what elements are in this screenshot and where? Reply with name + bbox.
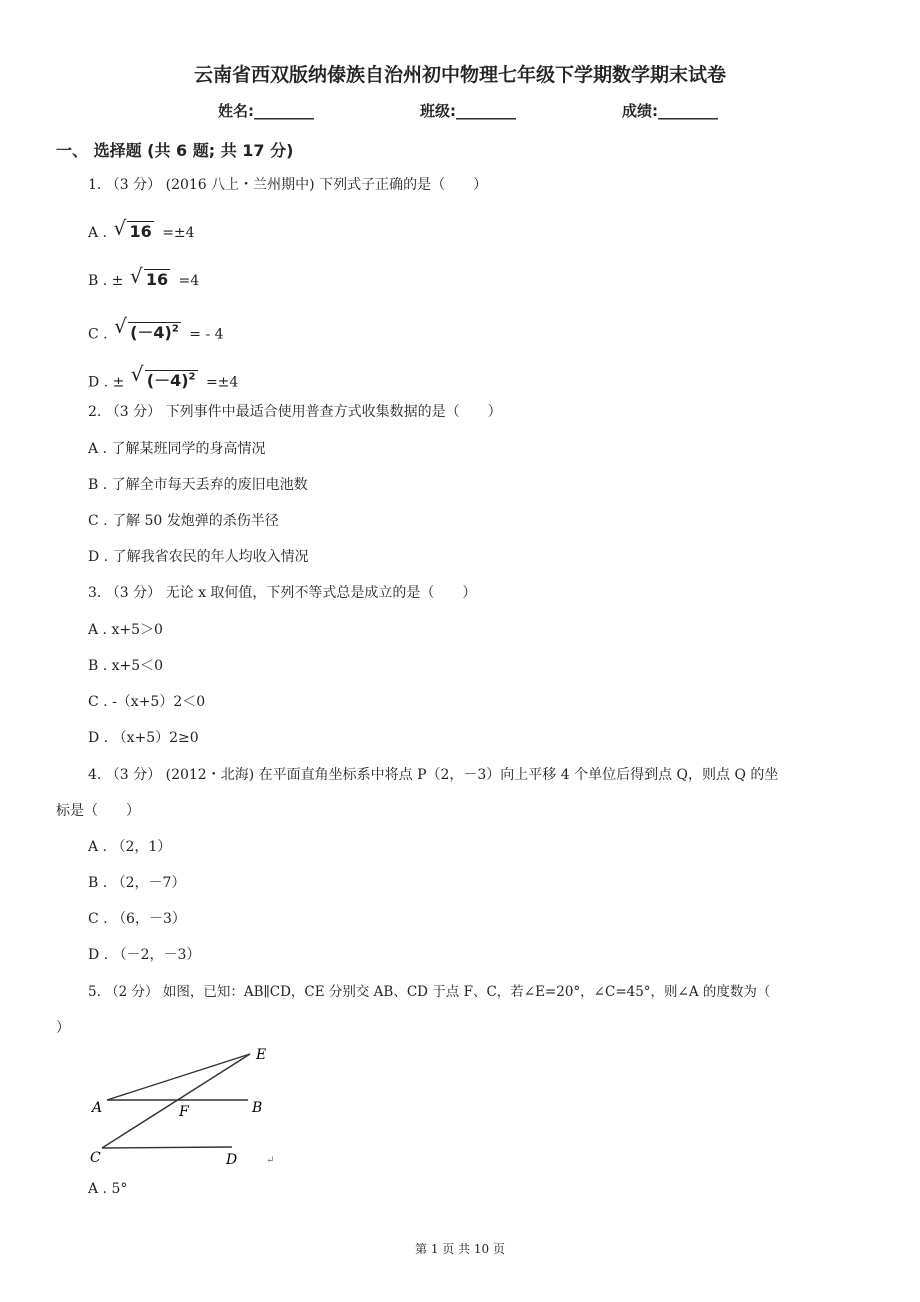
question-1-option-c bbox=[88, 320, 224, 344]
page-footer: 第 1 页 共 10 页 bbox=[415, 1242, 505, 1256]
sqrt-expression bbox=[132, 270, 170, 290]
question-5-stem-continued: ） bbox=[56, 1020, 70, 1036]
line-ce bbox=[102, 1054, 250, 1148]
label-a: A bbox=[92, 1100, 103, 1116]
option-label: C . bbox=[88, 326, 108, 343]
option-label: A . bbox=[88, 225, 108, 241]
sqrt-expression bbox=[133, 368, 198, 391]
question-3-option-a: A . x+5＞0 bbox=[88, 622, 163, 638]
question-2-option-c: C . 了解 50 发炮弹的杀伤半径 bbox=[88, 513, 279, 529]
line-cd bbox=[102, 1147, 232, 1148]
question-5-stem: 5. （2 分） 如图，已知：AB∥CD，CE 分别交 AB、CD 于点 F、C，若∠E=20°，∠C=45°，则∠A 的度数为（ bbox=[88, 984, 771, 1000]
section-heading: 一、 选择题 (共 6 题; 共 17 分) bbox=[56, 141, 294, 160]
sqrt-expression bbox=[116, 320, 181, 343]
question-2-option-a: A . 了解某班同学的身高情况 bbox=[88, 441, 266, 457]
question-2-option-b: B . 了解全市每天丢弃的废旧电池数 bbox=[88, 477, 308, 493]
radicand: 16 bbox=[129, 222, 152, 241]
question-3-option-c: C . -（x+5）2＜0 bbox=[88, 694, 206, 710]
return-mark: ↵ bbox=[266, 1155, 275, 1166]
question-2-stem: 2. （3 分） 下列事件中最适合使用普查方式收集数据的是（ ） bbox=[88, 404, 502, 420]
question-4-stem: 4. （3 分） (2012・北海) 在平面直角坐标系中将点 P（2，－3）向上平移 4 个单位后得到点 Q，则点 Q 的坐 bbox=[88, 767, 779, 783]
radicand: (－4) bbox=[130, 323, 172, 343]
question-4-option-c: C . （6，－3） bbox=[88, 911, 186, 927]
question-3-stem: 3. （3 分） 无论 x 取何值，下列不等式总是成立的是（ ） bbox=[88, 585, 477, 601]
page-title: 云南省西双版纳傣族自治州初中物理七年级下学期数学期末试卷 bbox=[193, 64, 726, 86]
label-e: E bbox=[256, 1047, 267, 1063]
label-d: D bbox=[226, 1152, 238, 1168]
option-label: D . ± bbox=[88, 374, 125, 391]
option-result: = - 4 bbox=[189, 326, 224, 343]
label-b: B bbox=[252, 1100, 263, 1116]
option-result: =±4 bbox=[162, 225, 195, 241]
option-result: =4 bbox=[178, 273, 200, 289]
question-4-option-a: A . （2，1） bbox=[88, 839, 172, 855]
question-4-option-d: D . （－2，－3） bbox=[88, 947, 201, 963]
question-4-stem-continued: 标是（ ） bbox=[56, 803, 140, 819]
radicand: (－4) bbox=[146, 371, 189, 391]
question-3-option-b: B . x+5＜0 bbox=[88, 658, 164, 674]
option-result: =±4 bbox=[205, 374, 239, 391]
question-2-option-d: D . 了解我省农民的年人均收入情况 bbox=[88, 549, 309, 565]
label-c: C bbox=[90, 1150, 101, 1166]
question-1-option-b bbox=[88, 270, 199, 291]
class-field-label: 班级:________ bbox=[420, 102, 516, 120]
line-ae bbox=[107, 1054, 250, 1100]
option-label: B . ± bbox=[88, 273, 124, 289]
question-3-option-d: D . （x+5）2≥0 bbox=[88, 730, 199, 746]
question-4-option-b: B . （2，－7） bbox=[88, 875, 186, 891]
exponent: 2 bbox=[188, 372, 196, 383]
question-5-option-a: A . 5° bbox=[88, 1181, 128, 1197]
name-field-label: 姓名:________ bbox=[218, 102, 314, 120]
score-field-label: 成绩:________ bbox=[622, 102, 718, 120]
label-f: F bbox=[179, 1104, 189, 1120]
sqrt-expression bbox=[115, 222, 153, 242]
exponent: 2 bbox=[171, 324, 179, 335]
parallel-lines-figure bbox=[80, 1040, 290, 1170]
radicand: 16 bbox=[145, 270, 169, 289]
question-1-stem: 1. （3 分） (2016 八上・兰州期中) 下列式子正确的是（ ） bbox=[88, 177, 488, 193]
question-1-option-d bbox=[88, 368, 238, 392]
question-1-option-a bbox=[88, 222, 195, 243]
